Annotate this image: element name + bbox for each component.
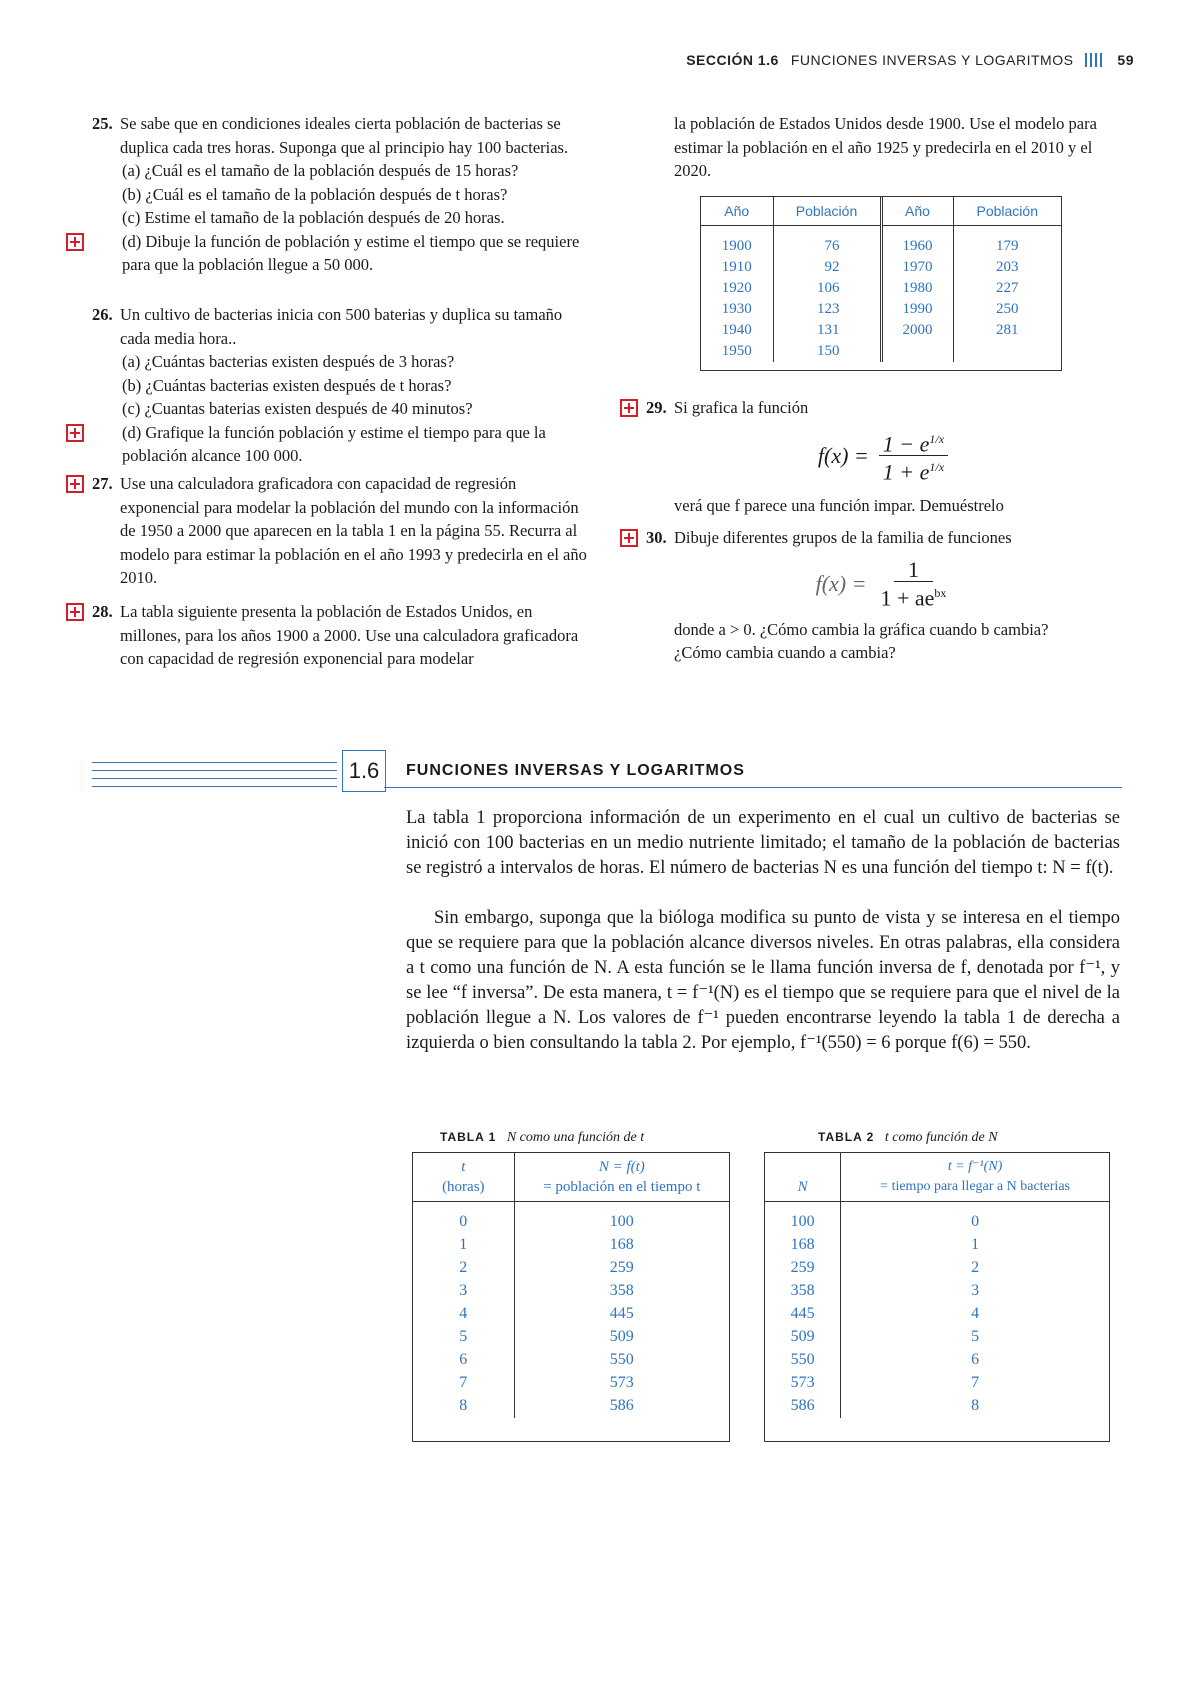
table-cell: 573 (790, 1374, 815, 1391)
table-cell: 1 (459, 1236, 468, 1253)
table-cell: 509 (790, 1328, 815, 1345)
table-cell: 6 (459, 1351, 468, 1368)
table-cell: 281 (996, 322, 1019, 338)
formula-lhs: f(x) = (817, 443, 869, 469)
formula-exponent: bx (934, 586, 947, 600)
table-cell: 550 (609, 1351, 634, 1368)
table-1 (412, 1152, 730, 1442)
table-cell: 1980 (902, 280, 933, 296)
left-years-cell (701, 226, 773, 363)
table-cell: 1970 (902, 259, 933, 275)
right-years-cell (881, 226, 953, 363)
table-cell: 586 (790, 1397, 815, 1414)
problem-conclusion: ¿Cómo cambia cuando a cambia? (674, 643, 896, 663)
graphing-calculator-icon (66, 424, 84, 442)
table-cell: 168 (609, 1236, 634, 1253)
table-cell: 150 (817, 343, 840, 359)
table-cell: 250 (996, 301, 1019, 317)
table-cell: 179 (996, 238, 1019, 254)
problem-28 (92, 600, 592, 671)
table-cell: 100 (790, 1213, 815, 1230)
table-cell: 1930 (721, 301, 752, 317)
col-header: Año (881, 197, 953, 226)
problem-number: 28. (92, 602, 113, 621)
part-b: (b) ¿Cuántas bacterias existen después de t horas? (122, 375, 452, 395)
problem-text: La tabla siguiente presenta la población de Estados Unidos, en millones, para los años 1900 a 2000. Use una calculadora graficadora con capacidad de regresión exponencial para modelar (120, 602, 579, 668)
graphing-calculator-icon (620, 529, 638, 547)
table-cell: 259 (609, 1259, 634, 1276)
table-cell: 0 (459, 1213, 468, 1230)
table-cell: 586 (609, 1397, 634, 1414)
table-cell: 4 (971, 1305, 980, 1322)
population-table (700, 196, 1062, 371)
graphing-calculator-icon (66, 475, 84, 493)
table-cell: 227 (996, 280, 1019, 296)
table-cell: 0 (971, 1213, 980, 1230)
t1-header-horas: (horas) (442, 1179, 485, 1195)
table-cell: 4 (459, 1305, 468, 1322)
formula-29 (646, 428, 1120, 485)
table-cell: 5 (459, 1328, 468, 1345)
t1-col-t (413, 1202, 514, 1419)
graphing-calculator-icon (66, 603, 84, 621)
table-cell: 1 (971, 1236, 980, 1253)
problem-text: Dibuje diferentes grupos de la familia de funciones (674, 528, 1012, 547)
problem-number: 25. (92, 114, 113, 133)
section-number: 1.6 (342, 750, 386, 792)
table-cell: 2 (971, 1259, 980, 1276)
section-title: FUNCIONES INVERSAS Y LOGARITMOS (406, 762, 745, 779)
table-cell: 8 (459, 1397, 468, 1414)
table-cell: 8 (971, 1397, 980, 1414)
t1-header-N: N = f(t) (598, 1159, 645, 1175)
table-cell: 2000 (902, 322, 933, 338)
running-header (686, 52, 1134, 68)
table-cell: 1920 (721, 280, 752, 296)
part-d-text: (d) Grafique la función población y estime el tiempo para que la población alcance 100 000. (122, 422, 546, 465)
table-cell: 445 (609, 1305, 634, 1322)
part-c: (c) Estime el tamaño de la población después de 20 horas. (122, 208, 505, 227)
problem-number: 26. (92, 305, 113, 324)
table1-caption (440, 1130, 644, 1146)
table-cell: 76 (824, 238, 840, 254)
table-cell: 3 (971, 1282, 980, 1299)
formula-lhs: f(x) = (815, 570, 867, 596)
problem-conclusion: verá que f parece una función impar. Demuéstrelo (674, 496, 1004, 516)
table-cell: 550 (790, 1351, 815, 1368)
table-cell: 2 (459, 1259, 468, 1276)
table-cell: 1950 (721, 343, 752, 359)
table2-label: TABLA 2 (818, 1130, 875, 1144)
table-cell: 7 (459, 1374, 468, 1391)
table-cell: 131 (817, 322, 840, 338)
part-c: (c) ¿Cuantas baterias existen después de 40 minutos? (122, 399, 473, 418)
table-cell: 358 (790, 1282, 815, 1299)
t2-header-N: N (765, 1153, 841, 1202)
problem-text: Use una calculadora graficadora con capacidad de regresión exponencial para modelar la población del mundo con la información de 1950 a 2000 que aparecen en la tabla 1 en la página 55. Recurra al modelo para estimar la población en el año 1993 y predecirla en el año 2010. (120, 474, 587, 587)
table-cell: 259 (790, 1259, 815, 1276)
table2-caption (818, 1130, 998, 1146)
t2-header-t: t = f⁻¹(N) (947, 1159, 1003, 1174)
problem-number: 27. (92, 474, 113, 493)
table-cell: 358 (609, 1282, 634, 1299)
problem-number: 29. (646, 398, 667, 417)
problem-28-continued: la población de Estados Unidos desde 1900. Use el modelo para estimar la población en el año 1925 y predecirla en el 2010 y el 2020. (674, 114, 1097, 180)
t1-col-N (514, 1202, 729, 1419)
table-cell: 1910 (721, 259, 752, 275)
formula-exponent: 1/x (929, 460, 945, 475)
graphing-calculator-icon (620, 399, 638, 417)
t1-header-desc: = población en el tiempo t (543, 1179, 701, 1195)
table-cell: 3 (459, 1282, 468, 1299)
formula-numerator: 1 − e (882, 430, 930, 456)
table-cell: 203 (996, 259, 1019, 275)
table-cell: 6 (971, 1351, 980, 1368)
table-cell: 106 (817, 280, 840, 296)
table-cell: 1990 (902, 301, 933, 317)
table-cell: 509 (609, 1328, 634, 1345)
problem-26 (92, 303, 592, 468)
problem-text: Un cultivo de bacterias inicia con 500 baterias y duplica su tamaño cada media hora.. (120, 305, 563, 348)
col-header: Año (701, 197, 773, 226)
t1-header-t: t (461, 1159, 466, 1175)
paragraph-2: Sin embargo, suponga que la bióloga modifica su punto de vista y se interesa en el tiempo que se requiere para que la población alcance diversos niveles. En otras palabras, ella considera a t como una función de N. A esta función se le llama función inversa de f, denotada por f⁻¹, y se lee “f inversa”. De esta manera, t = f⁻¹(N) es el tiempo que se requiere para que el nivel de la población llegue a N. Los valores de f⁻¹ pueden encontrarse leyendo la tabla 1 de derecha a izquierda o bien consultando la tabla 2. Por ejemplo, f⁻¹(550) = 6 porque f(6) = 550. (406, 908, 1120, 1053)
table-cell: 1900 (721, 238, 752, 254)
table-cell: 7 (971, 1374, 980, 1391)
formula-fraction (879, 428, 948, 485)
formula-numerator: 1 (894, 558, 933, 583)
table-cell: 168 (790, 1236, 815, 1253)
table-cell: 5 (971, 1328, 980, 1345)
table-cell: 573 (609, 1374, 634, 1391)
table2-caption-text: t como función de N (884, 1130, 998, 1145)
part-d-text: (d) Dibuje la función de población y estime el tiempo que se requiere para que la población llegue a 50 000. (122, 231, 580, 274)
header-section: SECCIÓN 1.6 (686, 52, 779, 68)
table-cell: 100 (609, 1213, 634, 1230)
header-title: FUNCIONES INVERSAS Y LOGARITMOS (790, 52, 1074, 68)
graphing-calculator-icon (66, 233, 84, 251)
table1-caption-text: N como una función de t (506, 1130, 645, 1145)
table-cell: 123 (817, 301, 840, 317)
table-cell: 1960 (902, 238, 933, 254)
bars-icon (1085, 53, 1105, 67)
problem-text: Si grafica la función (674, 398, 809, 417)
problem-text: Se sabe que en condiciones ideales cierta población de bacterias se duplica cada tres horas. Suponga que al principio hay 100 bacterias. (120, 114, 569, 157)
part-d (92, 230, 592, 277)
t2-col-t (841, 1202, 1109, 1419)
table1-label: TABLA 1 (440, 1130, 497, 1144)
formula-30 (646, 558, 1120, 610)
table-2 (764, 1152, 1110, 1442)
problem-29 (646, 396, 1120, 518)
right-pop-cell (953, 226, 1061, 363)
part-b: (b) ¿Cuál es el tamaño de la población después de t horas? (122, 184, 508, 204)
part-a: (a) ¿Cuántas bacterias existen después de 3 horas? (122, 352, 455, 371)
formula-exponent: 1/x (929, 431, 945, 446)
section-underline (384, 787, 1122, 788)
formula-denominator: 1 + ae (880, 585, 935, 611)
paragraph-1: La tabla 1 proporciona información de un experimento en el cual un cultivo de bacterias se inició con 100 bacterias en un medio nutriente limitado; el tamaño de la población de bacterias se registró a intervalos de horas. El número de bacterias N es una función del tiempo t: N = f(t). (406, 808, 1120, 878)
table-cell: 1940 (721, 322, 752, 338)
page-number: 59 (1117, 52, 1134, 68)
section-rule-lines (92, 758, 337, 790)
left-pop-cell (773, 226, 881, 363)
table-cell: 445 (790, 1305, 815, 1322)
col-header: Población (953, 197, 1061, 226)
problem-conclusion: donde a > 0. ¿Cómo cambia la gráfica cuando b cambia? (674, 619, 1049, 639)
formula-fraction (876, 558, 950, 610)
problem-number: 30. (646, 528, 667, 547)
part-a: (a) ¿Cuál es el tamaño de la población después de 15 horas? (122, 161, 519, 180)
col-header: Población (773, 197, 881, 226)
problem-25 (92, 112, 592, 277)
problem-30 (646, 526, 1120, 665)
formula-denominator: 1 + e (882, 459, 930, 485)
t2-header-desc: = tiempo para llegar a N bacterias (880, 1179, 1070, 1194)
part-d (92, 421, 592, 468)
problem-27 (92, 472, 592, 590)
t2-col-N (765, 1202, 841, 1419)
table-cell: 92 (824, 259, 840, 275)
